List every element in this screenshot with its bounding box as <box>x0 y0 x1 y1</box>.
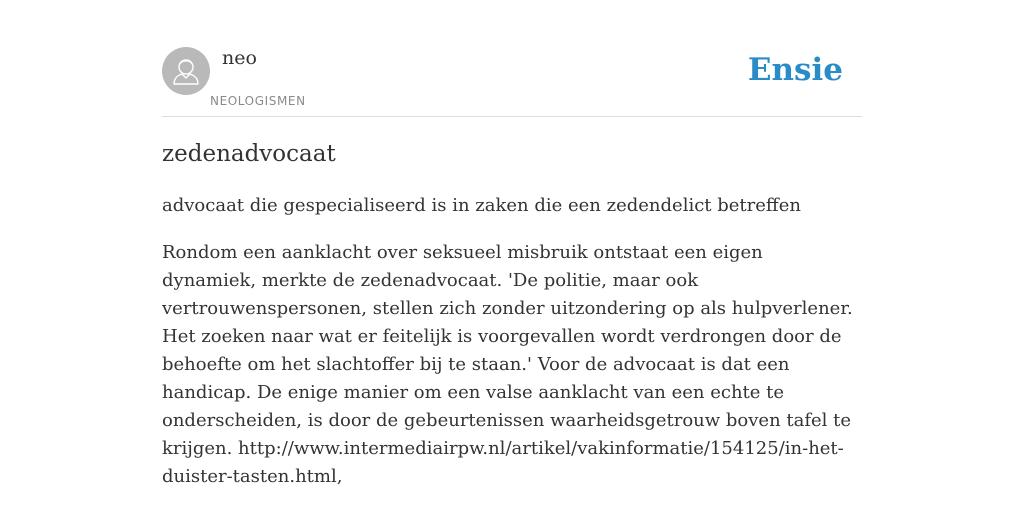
username-link[interactable]: neo <box>222 47 257 69</box>
avatar[interactable] <box>162 47 210 95</box>
entry-word: zedenadvocaat <box>162 141 336 167</box>
page-container <box>162 0 862 487</box>
entry-header <box>162 0 862 117</box>
user-silhouette-icon <box>162 47 210 95</box>
entry-example: Rondom een aanklacht over seksueel misbruik ontstaat een eigen dynamiek, merkte de zedenadvocaat. 'De politie, maar ook vertrouwenspersonen, stellen zich zonder uitzondering op als hulpverlener. Het zoeken naar wat er feitelijk is voorgevallen wordt verdrongen door de behoefte om het slachtoffer bij te staan.' Voor de advocaat is dat een handicap. De enige manier om een valse aanklacht van een echte te onderscheiden, is door de gebeurtenissen waarheidsgetrouw boven tafel te krijgen. http://www.intermediairpw.nl/artikel/vakinformatie/154125/in-het-duister-tasten.html, <box>162 242 853 487</box>
brand-logo[interactable]: Ensie <box>747 52 843 88</box>
category-label[interactable]: NEOLOGISMEN <box>210 94 306 108</box>
entry-definition: advocaat die gespecialiseerd is in zaken die een zedendelict betreffen <box>162 195 801 216</box>
